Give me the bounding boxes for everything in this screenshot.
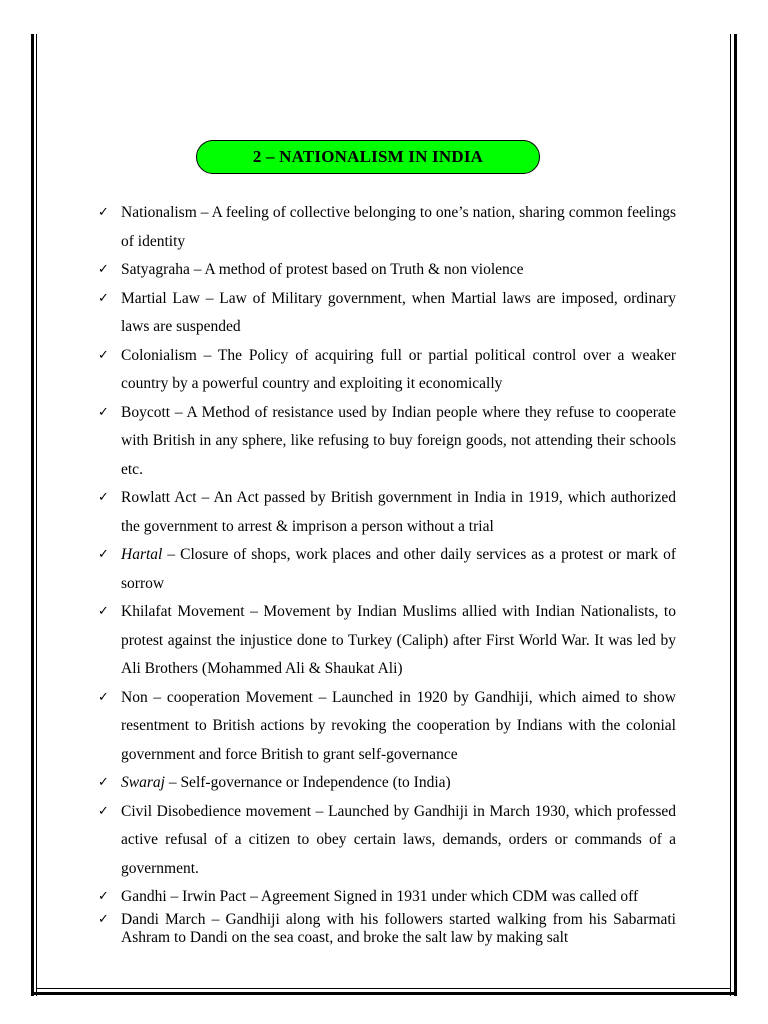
item-text: Martial Law – Law of Military government, when Martial laws are imposed, ordinary laws are suspended — [121, 289, 676, 335]
item-text: Boycott – A Method of resistance used by Indian people where they refuse to cooperate with British in any sphere, like refusing to buy foreign goods, not attending their schools etc. — [121, 403, 676, 478]
page-border-left — [31, 34, 34, 996]
page-border-right — [734, 34, 737, 996]
check-icon: ✓ — [98, 404, 109, 420]
check-icon: ✓ — [98, 205, 109, 220]
check-icon: ✓ — [98, 547, 109, 562]
list-item — [98, 484, 676, 541]
list-item — [98, 285, 676, 342]
list-item — [98, 256, 676, 285]
definitions-list — [98, 199, 676, 947]
list-item — [98, 199, 676, 256]
list-item — [98, 684, 676, 770]
item-text: Gandhi – Irwin Pact – Agreement Signed in 1931 under which CDM was called off — [121, 888, 639, 905]
item-text: Khilafat Movement – Movement by Indian Muslims allied with Indian Nationalists, to protest against the injustice done to Turkey (Caliph) after First World War. It was led by Ali Brothers (Mohammed Ali & Shaukat Ali) — [121, 603, 676, 677]
chapter-title — [196, 140, 540, 174]
check-icon: ✓ — [98, 803, 109, 819]
item-text: Nationalism – A feeling of collective belonging to one’s nation, sharing common feelings of identity — [121, 204, 676, 250]
item-text: Civil Disobedience movement – Launched by Gandhiji in March 1930, which professed active refusal of a citizen to obey certain laws, demands, orders or commands of a government. — [121, 802, 676, 877]
list-item — [98, 541, 676, 598]
check-icon: ✓ — [98, 262, 109, 277]
page-border-bottom-inner — [36, 988, 731, 989]
list-item — [98, 399, 676, 485]
item-text: Satyagraha – A method of protest based on Truth & non violence — [121, 261, 524, 278]
page-border-right-inner — [730, 34, 731, 996]
check-icon: ✓ — [98, 604, 109, 619]
check-icon: ✓ — [98, 775, 109, 790]
check-icon: ✓ — [98, 290, 109, 306]
item-text: Dandi March – Gandhiji along with his followers started walking from his Sabarmati Ashram to Dandi on the sea coast, and broke the salt law by making salt — [121, 911, 676, 946]
item-text: Colonialism – The Policy of acquiring full or partial political control over a weaker country by a powerful country and exploiting it economically — [121, 346, 676, 392]
check-icon: ✓ — [98, 912, 109, 927]
item-text: Rowlatt Act – An Act passed by British government in India in 1919, which authorized the government to arrest & imprison a person without a trial — [121, 489, 676, 535]
list-item — [98, 883, 676, 911]
list-item — [98, 798, 676, 884]
list-item — [98, 911, 676, 947]
list-item — [98, 342, 676, 399]
check-icon: ✓ — [98, 689, 109, 705]
item-text: Non – cooperation Movement – Launched in 1920 by Gandhiji, which aimed to show resentment to British actions by revoking the cooperation by Indians with the colonial government and force British to grant self-governance — [121, 688, 676, 763]
item-text: – Self-governance or Independence (to India) — [164, 774, 451, 791]
list-item — [98, 598, 676, 684]
item-text: – Closure of shops, work places and other daily services as a protest or mark of sorrow — [121, 546, 676, 592]
item-term: Hartal — [121, 546, 163, 563]
list-item — [98, 769, 676, 798]
check-icon: ✓ — [98, 347, 109, 363]
page-border-bottom — [31, 992, 737, 995]
page-border-left-inner — [36, 34, 37, 996]
check-icon: ✓ — [98, 889, 109, 904]
chapter-title-text: 2 – NATIONALISM IN INDIA — [252, 147, 484, 166]
check-icon: ✓ — [98, 490, 109, 505]
item-term: Swaraj — [121, 774, 165, 791]
